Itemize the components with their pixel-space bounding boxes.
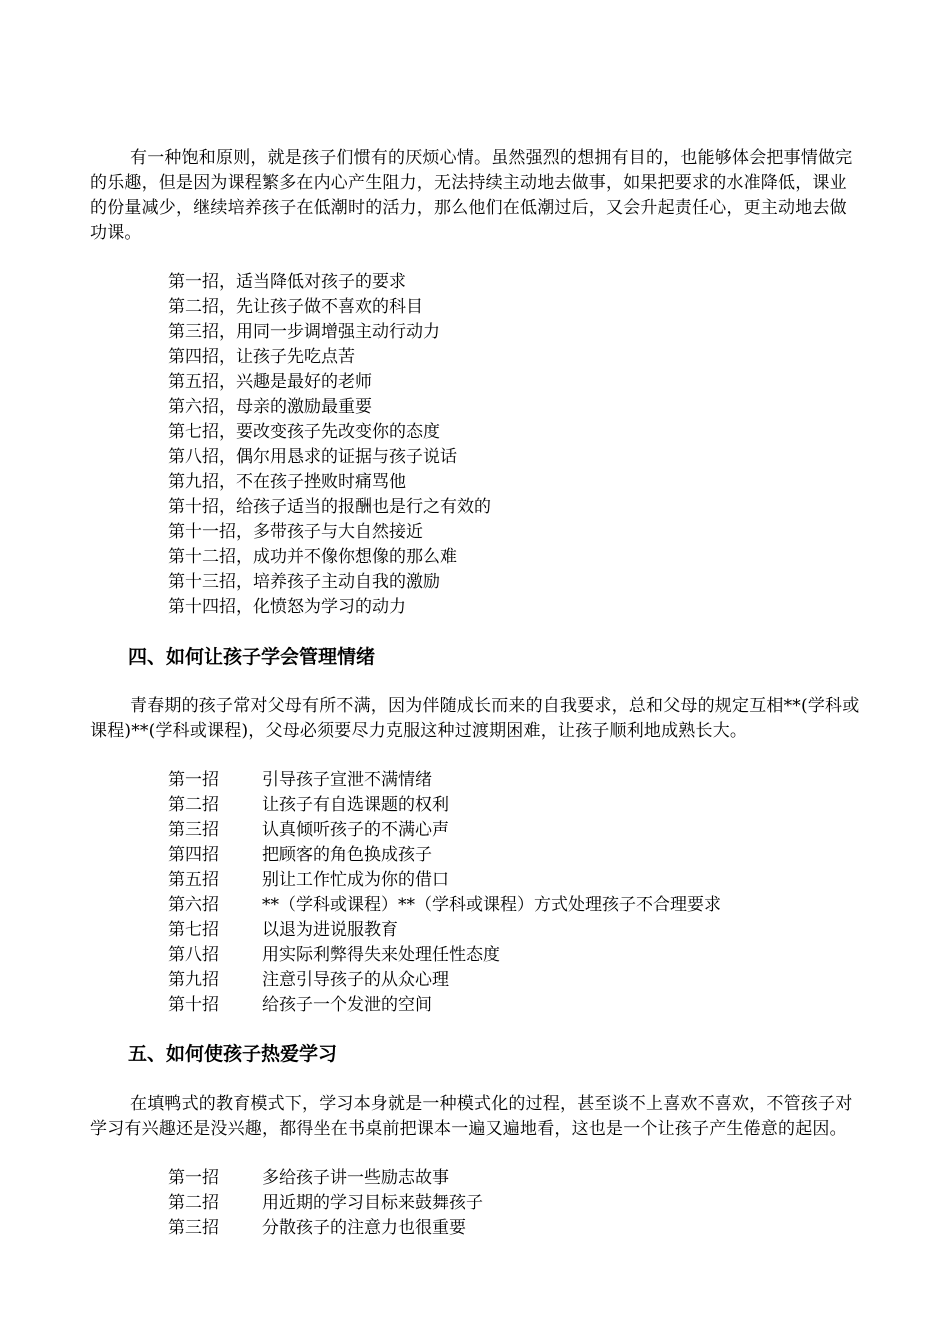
list-item: 第六招，母亲的激励最重要 bbox=[168, 397, 372, 417]
tip-number: 第一招 bbox=[168, 1168, 219, 1188]
tip-number: 第七招 bbox=[168, 920, 219, 940]
list-item bbox=[168, 818, 721, 843]
list-item bbox=[168, 868, 721, 893]
list-item: 第四招，让孩子先吃点苦 bbox=[168, 347, 355, 367]
list-item: 第二招，先让孩子做不喜欢的科目 bbox=[168, 297, 423, 317]
tip-number: 第三招 bbox=[168, 820, 219, 840]
tip-text: 分散孩子的注意力也很重要 bbox=[262, 1218, 466, 1238]
tip-text: 以退为进说服教育 bbox=[262, 920, 398, 940]
tip-number: 第二招 bbox=[168, 795, 219, 815]
tip-number: 第五招 bbox=[168, 870, 219, 890]
intro-paragraph: 有一种饱和原则，就是孩子们惯有的厌烦心情。虽然强烈的想拥有目的，也能够体会把事情做完的乐趣，但是因为课程繁多在内心产生阻力，无法持续主动地去做事，如果把要求的水准降低，课业的份量减少，继续培养孩子在低潮时的活力，那么他们在低潮过后，又会升起责任心，更主动地去做功课。 bbox=[90, 148, 853, 243]
list-item: 第三招，用同一步调增强主动行动力 bbox=[168, 322, 440, 342]
list-item bbox=[168, 943, 721, 968]
list-item: 第五招，兴趣是最好的老师 bbox=[168, 372, 372, 392]
list-item bbox=[168, 843, 721, 868]
list-item bbox=[168, 1216, 483, 1241]
tip-number: 第八招 bbox=[168, 945, 219, 965]
list-item bbox=[168, 1191, 483, 1216]
tip-text: **（学科或课程）**（学科或课程）方式处理孩子不合理要求 bbox=[262, 895, 721, 915]
tip-text: 别让工作忙成为你的借口 bbox=[262, 870, 449, 890]
section-heading: 四、如何让孩子学会管理情绪 bbox=[128, 646, 376, 668]
tip-text: 让孩子有自选课题的权利 bbox=[262, 795, 449, 815]
tip-number: 第九招 bbox=[168, 970, 219, 990]
tip-number: 第一招 bbox=[168, 770, 219, 790]
tip-text: 用实际利弊得失来处理任性态度 bbox=[262, 945, 500, 965]
list-item: 第十三招，培养孩子主动自我的激励 bbox=[168, 572, 440, 592]
list-item bbox=[168, 793, 721, 818]
tip-text: 多给孩子讲一些励志故事 bbox=[262, 1168, 449, 1188]
tip-number: 第六招 bbox=[168, 895, 219, 915]
tip-text: 注意引导孩子的从众心理 bbox=[262, 970, 449, 990]
tip-number: 第三招 bbox=[168, 1218, 219, 1238]
section-heading: 五、如何使孩子热爱学习 bbox=[128, 1043, 338, 1065]
tip-text: 用近期的学习目标来鼓舞孩子 bbox=[262, 1193, 483, 1213]
tip-number: 第十招 bbox=[168, 995, 219, 1015]
list-item bbox=[168, 918, 721, 943]
list-item bbox=[168, 893, 721, 918]
list-item: 第十四招，化愤怒为学习的动力 bbox=[168, 597, 406, 617]
tip-number: 第四招 bbox=[168, 845, 219, 865]
tip-text: 给孩子一个发泄的空间 bbox=[262, 995, 432, 1015]
tip-text: 认真倾听孩子的不满心声 bbox=[262, 820, 449, 840]
list-item: 第八招，偶尔用恳求的证据与孩子说话 bbox=[168, 447, 457, 467]
section-paragraph: 青春期的孩子常对父母有所不满，因为伴随成长而来的自我要求，总和父母的规定互相**(学科或课程)**(学科或课程)，父母必须要尽力克服这种过渡期困难，让孩子顺利地成熟长大。 bbox=[90, 696, 860, 741]
list-item: 第十一招，多带孩子与大自然接近 bbox=[168, 522, 423, 542]
section-paragraph: 在填鸭式的教育模式下，学习本身就是一种模式化的过程，甚至谈不上喜欢不喜欢，不管孩子对学习有兴趣还是没兴趣，都得坐在书桌前把课本一遍又遍地看，这也是一个让孩子产生倦意的起因。 bbox=[90, 1094, 853, 1139]
list-item: 第九招，不在孩子挫败时痛骂他 bbox=[168, 472, 406, 492]
section5-tips-list bbox=[168, 1166, 483, 1241]
list-item: 第十招，给孩子适当的报酬也是行之有效的 bbox=[168, 497, 491, 517]
tip-number: 第二招 bbox=[168, 1193, 219, 1213]
list-item bbox=[168, 968, 721, 993]
list-item bbox=[168, 993, 721, 1018]
list-item bbox=[168, 1166, 483, 1191]
list-item: 第七招，要改变孩子先改变你的态度 bbox=[168, 422, 440, 442]
list-item: 第一招，适当降低对孩子的要求 bbox=[168, 272, 406, 292]
list-item: 第十二招，成功并不像你想像的那么难 bbox=[168, 547, 457, 567]
list-item bbox=[168, 768, 721, 793]
tip-text: 引导孩子宣泄不满情绪 bbox=[262, 770, 432, 790]
section4-tips-list bbox=[168, 768, 721, 1018]
tip-text: 把顾客的角色换成孩子 bbox=[262, 845, 432, 865]
intro-tips-list bbox=[168, 270, 491, 620]
